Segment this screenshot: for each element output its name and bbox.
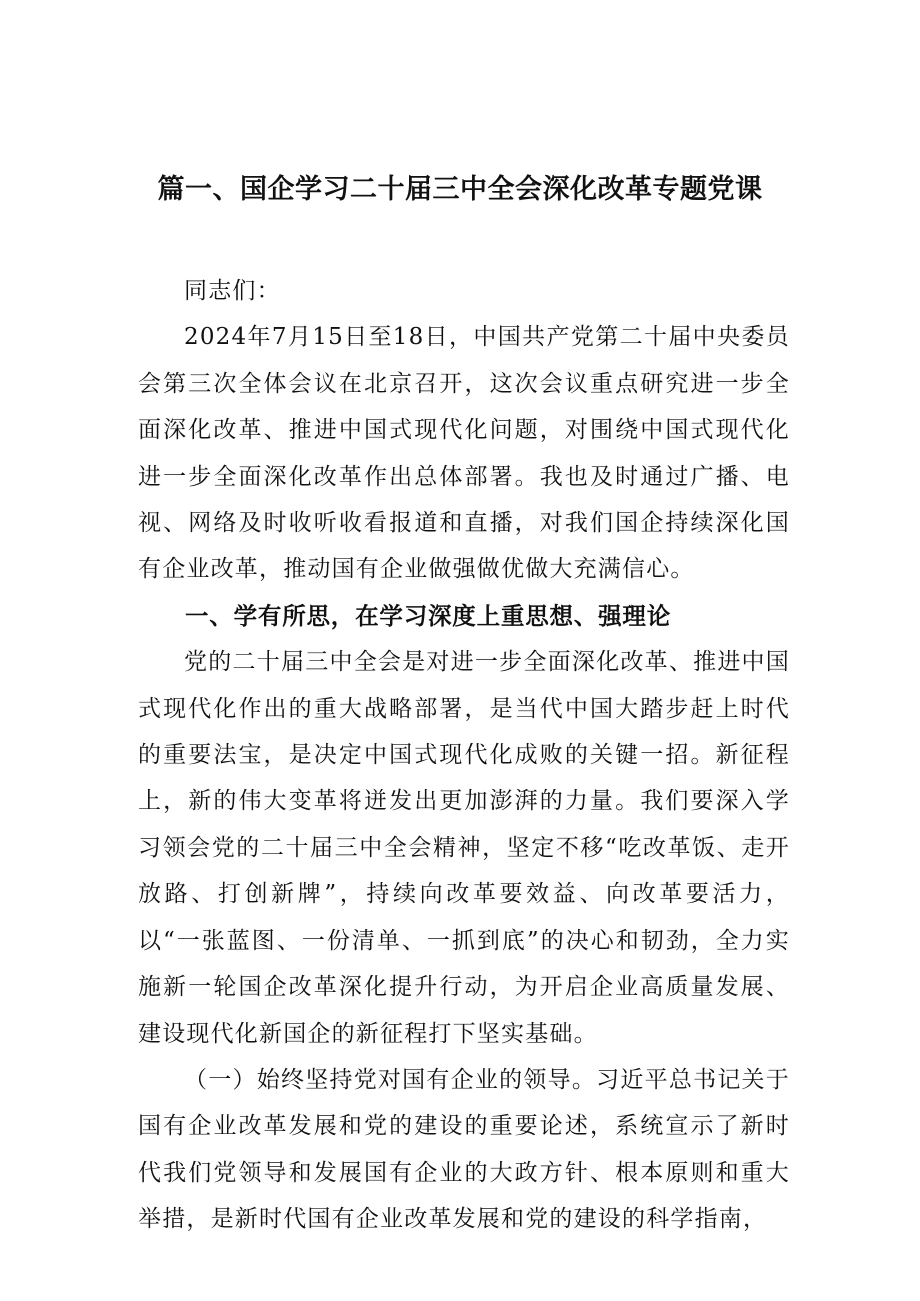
section-heading-1: 一、学有所思，在学习深度上重思想、强理论 (185, 601, 671, 630)
subsection-1-paragraph: （一）始终坚持党对国有企业的领导。习近平总书记关于国有企业改革发展和党的建设的重要论述，系统宣示了新时代我们党领导和发展国有企业的大政方针、根本原则和重大举措，是新时代国有企业改革发展和党的建设的科学指南， (138, 1066, 790, 1233)
greeting: 同志们： (184, 278, 281, 304)
document-title: 篇一、国企学习二十届三中全会深化改革专题党课 (157, 174, 763, 205)
section-1-paragraph: 党的二十届三中全会是对进一步全面深化改革、推进中国式现代化作出的重大战略部署，是当代中国大踏步赶上时代的重要法宝，是决定中国式现代化成败的关键一招。新征程上，新的伟大变革将迸发出更加澎湃的力量。我们要深入学习领会党的二十届三中全会精神，坚定不移“吃改革饭、走开放路、打创新牌”，持续向改革要效益、向改革要活力，以“一张蓝图、一份清单、一抓到底”的决心和韧劲，全力实施新一轮国企改革深化提升行动，为开启企业高质量发展、建设现代化新国企的新征程打下坚实基础。 (138, 649, 790, 1047)
intro-paragraph: 2024年7月15日至18日，中国共产党第二十届中央委员会第三次全体会议在北京召开，这次会议重点研究进一步全面深化改革、推进中国式现代化问题，对围绕中国式现代化进一步全面深化改革作出总体部署。我也及时通过广播、电视、网络及时收听收看报道和直播，对我们国企持续深化国有企业改革，推动国有企业做强做优做大充满信心。 (138, 324, 790, 583)
document-body (138, 268, 790, 1243)
